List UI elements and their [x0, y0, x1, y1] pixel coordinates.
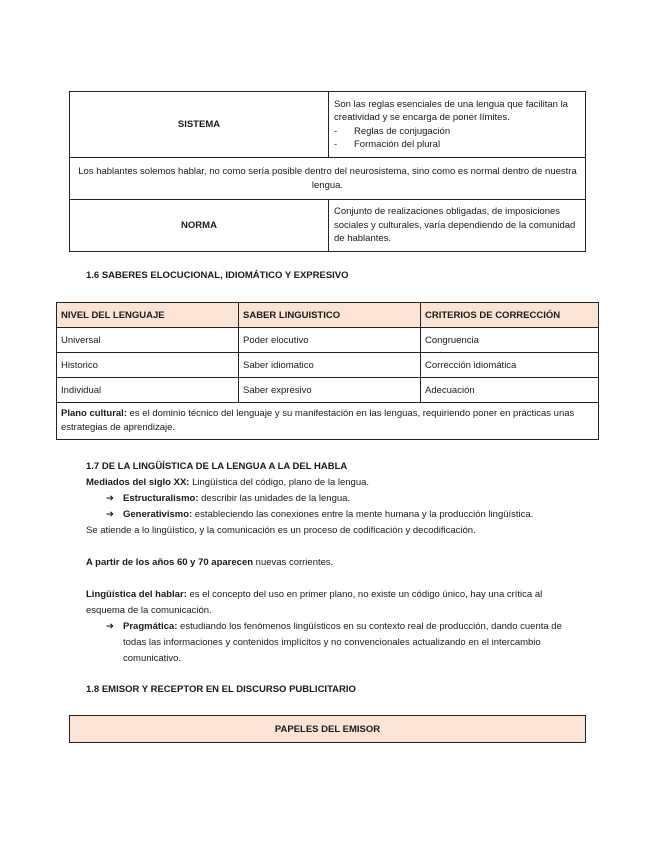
paragraph: Mediados del siglo XX: Lingüística del código, plano de la lengua.	[86, 477, 370, 488]
table-row	[57, 378, 599, 403]
table-row	[57, 328, 599, 353]
section-1-6-heading: 1.6 SABERES ELOCUCIONAL, IDIOMÁTICO Y EXPRESIVO	[86, 270, 349, 281]
table-row	[70, 158, 586, 200]
papeles-emisor-table	[69, 715, 586, 743]
list-item: - Reglas de conjugación	[354, 125, 580, 139]
sistema-description: Son las reglas esenciales de una lengua que facilitan la creatividad y se encarga de poner límites. - Reglas de conjugación - Formación del plural	[329, 92, 586, 158]
sistema-norma-table	[69, 91, 586, 252]
column-header: CRITERIOS DE CORRECCIÓN	[421, 303, 599, 328]
table-cell: Universal	[57, 328, 239, 353]
paragraph: Se atiende a lo lingüístico, y la comunicación es un proceso de codificación y decodificación.	[86, 525, 476, 536]
section-1-8-heading: 1.8 EMISOR Y RECEPTOR EN EL DISCURSO PUBLICITARIO	[86, 684, 356, 695]
norma-description: Conjunto de realizaciones obligadas, de imposiciones sociales y culturales, varía dependiendo de la comunidad de hablantes.	[329, 200, 586, 252]
table-cell: Corrección idiomática	[421, 353, 599, 378]
arrow-icon: ➔	[106, 509, 114, 520]
column-header: PAPELES DEL EMISOR	[70, 716, 586, 743]
section-1-7	[86, 459, 576, 667]
arrow-item: ➔ Estructuralismo: describir las unidades de la lengua.	[86, 491, 576, 507]
table-row	[70, 92, 586, 158]
paragraph: A partir de los años 60 y 70 aparecen nuevas corrientes.	[86, 557, 334, 568]
table-cell: Saber idiomatico	[239, 353, 421, 378]
table-row	[57, 353, 599, 378]
column-header: SABER LINGUISTICO	[239, 303, 421, 328]
table-row	[57, 403, 599, 440]
table-cell: Poder elocutivo	[239, 328, 421, 353]
saberes-table	[56, 302, 599, 440]
arrow-icon: ➔	[106, 493, 114, 504]
table-cell: Adecuación	[421, 378, 599, 403]
table-cell: Historico	[57, 353, 239, 378]
table-cell: Congruencia	[421, 328, 599, 353]
column-header: NIVEL DEL LENGUAJE	[57, 303, 239, 328]
paragraph: Lingüística del hablar: es el concepto del uso en primer plano, no existe un código único, hay una crítica al esquema de la comunicación.	[86, 589, 543, 616]
arrow-icon: ➔	[106, 621, 114, 632]
section-1-7-heading: 1.7 DE LA LINGÜÍSTICA DE LA LENGUA A LA DEL HABLA	[86, 461, 348, 472]
table-cell: Individual	[57, 378, 239, 403]
table-cell: Saber expresivo	[239, 378, 421, 403]
table-header-row	[57, 303, 599, 328]
sistema-list	[334, 125, 580, 152]
arrow-item: ➔ Pragmática: estudiando los fenómenos lingüísticos en su contexto real de producción, dando cuenta de todas las informaciones y contenidos implícitos y no convencionales actualizando en el intercambio comunicativo.	[106, 621, 562, 664]
arrow-item: ➔ Generativismo: estableciendo las conexiones entre la mente humana y la producción lingüística.	[86, 507, 576, 523]
list-item: - Formación del plural	[354, 138, 580, 152]
norma-label: NORMA	[70, 200, 329, 252]
table-header-row	[70, 716, 586, 743]
span-note: Los hablantes solemos hablar, no como sería posible dentro del neurosistema, sino como es normal dentro de nuestra lengua.	[70, 158, 586, 200]
plano-cultural-note: Plano cultural: es el dominio técnico del lenguaje y su manifestación en las lenguas, requiriendo poner en prácticas unas estrategias de aprendizaje.	[57, 403, 599, 440]
sistema-label: SISTEMA	[70, 92, 329, 158]
table-row	[70, 200, 586, 252]
